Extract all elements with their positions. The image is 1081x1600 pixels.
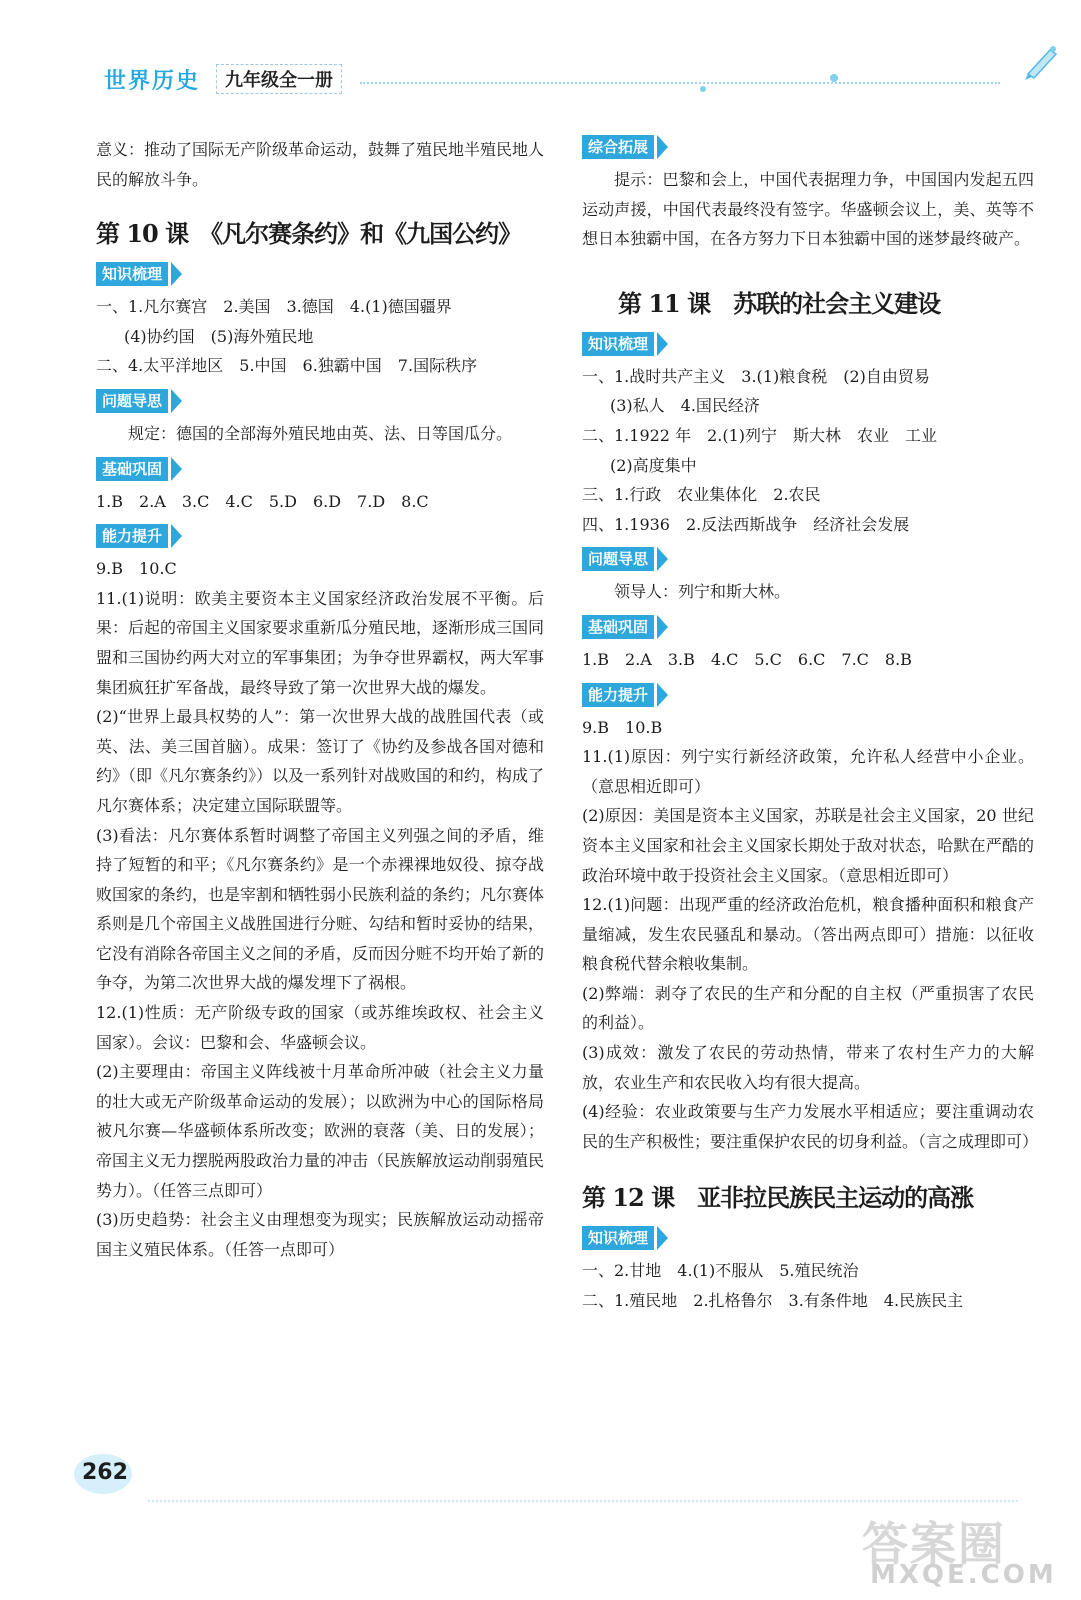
nengli-short-answers: 9.B 10.C: [96, 559, 177, 579]
watermark-url: MXQE.COM: [870, 1560, 1057, 1590]
footer-divider: [148, 1500, 1018, 1502]
zhishi-line: 四、1.1936 2.反法西斯战争 经济社会发展: [582, 514, 910, 534]
zhishi-line: (3)私人 4.国民经济: [610, 396, 760, 416]
q12-part3: (3)成效：激发了农民的劳动热情，带来了农村生产力的大解放，农业生产和农民收入均有很大提高。: [582, 1043, 1034, 1092]
section-tag-wenti: [582, 547, 668, 571]
tag-label: 知识梳理: [582, 332, 654, 356]
q12-part1: 12.(1)性质：无产阶级专政的国家（或苏维埃政权、社会主义国家）。会议：巴黎和会、华盛顿会议。: [96, 1003, 544, 1052]
tag-label: 知识梳理: [582, 1226, 654, 1250]
section-tag-zhishi: [96, 262, 182, 286]
q12-part2: (2)弊端：剥夺了农民的生产和分配的自主权（严重损害了农民的利益）。: [582, 983, 1034, 1033]
section-tag-nengli: [96, 524, 182, 548]
section-tag-zhishi: [582, 332, 668, 356]
zhishi-line: 三、1.行政 农业集体化 2.农民: [582, 485, 821, 505]
q12-part2: (2)主要理由：帝国主义阵线被十月革命所冲破（社会主义力量的壮大或无产阶级革命运动的发展）；以欧洲为中心的国际格局被凡尔赛—华盛顿体系所改变；欧洲的衰落（美、日的发展）；帝国主义无力摆脱两股政治力量的冲击（民族解放运动削弱殖民势力）。（任答三点即可）: [96, 1062, 545, 1200]
lesson-10-title: 第 10 课 《凡尔赛条约》和《九国公约》: [96, 219, 522, 249]
left-column: [96, 135, 544, 1264]
pen-icon: [1020, 40, 1060, 80]
l12-line: 一、2.甘地 4.(1)不服从 5.殖民统治: [582, 1261, 859, 1281]
l12-line: 二、1.殖民地 2.扎格鲁尔 3.有条件地 4.民族民主: [582, 1291, 964, 1311]
tag-label: 知识梳理: [96, 262, 168, 286]
lesson-12-title: 第 12 课 亚非拉民族民主运动的高涨: [582, 1183, 974, 1213]
q11-part1: 11.(1)说明：欧美主要资本主义国家经济政治发展不平衡。后果：后起的帝国主义国家要求重新瓜分殖民地，逐渐形成三国同盟和三国协约两大对立的军事集团；为争夺世界霸权，两大军事集团疯狂扩军备战，最终导致了第一次世界大战的爆发。: [96, 588, 545, 697]
tag-label: 综合拓展: [582, 135, 654, 159]
jichu-answers: 1.B 2.A 3.C 4.C 5.D 6.D 7.D 8.C: [96, 491, 429, 511]
zhishi-line: (4)协约国 (5)海外殖民地: [124, 326, 314, 346]
zhishi-line: 一、1.凡尔赛宫 2.美国 3.德国 4.(1)德国疆界: [96, 297, 452, 317]
lesson-11-title: 第 11 课 苏联的社会主义建设: [618, 288, 941, 318]
zhishi-line: 二、4.太平洋地区 5.中国 6.独霸中国 7.国际秩序: [96, 356, 478, 376]
q12-part3: (3)历史趋势：社会主义由理想变为现实；民族解放运动动摇帝国主义殖民体系。（任答一点即可）: [96, 1210, 544, 1259]
page-header: [0, 0, 1081, 110]
q11-part2: (2)原因：美国是资本主义国家，苏联是社会主义国家，20 世纪资本主义国家和社会主义国家长期处于敌对状态，哈默在严酷的政治环境中敢于投资社会主义国家。（意思相近即可）: [582, 806, 1034, 885]
section-tag-jichu: [96, 457, 182, 481]
header-divider: [360, 82, 1000, 84]
section-tag-zonghe: [582, 135, 668, 159]
zhishi-line: 一、1.战时共产主义 3.(1)粮食税 (2)自由贸易: [582, 366, 930, 386]
q12-part4: (4)经验：农业政策要与生产力发展水平相适应；要注重调动农民的生产积极性；要注重保护农民的切身利益。（言之成理即可）: [582, 1102, 1039, 1151]
q11-part3: (3)看法：凡尔赛体系暂时调整了帝国主义列强之间的矛盾，维持了短暂的和平；《凡尔赛条约》是一个赤裸裸地奴役、掠夺战败国家的条约，也是宰割和牺牲弱小民族利益的条约；凡尔赛体系则是几个帝国主义战胜国进行分赃、勾结和暂时妥协的结果，它没有消除各帝国主义之间的矛盾，反而因分赃不均开始了新的争夺，为第二次世界大战的爆发埋下了祸根。: [96, 825, 545, 993]
nengli-short-answers: 9.B 10.B: [582, 717, 663, 737]
watermark-logo: 答案圈: [862, 1517, 1006, 1571]
decor-dot: [830, 74, 838, 82]
decor-dot: [700, 86, 706, 92]
zhishi-line: 二、1.1922 年 2.(1)列宁 斯大林 农业 工业: [582, 425, 938, 445]
intro-paragraph: 意义：推动了国际无产阶级革命运动，鼓舞了殖民地半殖民地人民的解放斗争。: [96, 140, 545, 189]
section-tag-jichu: [582, 615, 668, 639]
grade-label: 九年级全一册: [216, 64, 342, 94]
page-number-badge: [64, 1452, 140, 1494]
section-tag-nengli: [582, 683, 668, 707]
tag-label: 问题导思: [96, 389, 168, 413]
jichu-answers: 1.B 2.A 3.B 4.C 5.C 6.C 7.C 8.B: [582, 649, 912, 669]
subject-title: 世界历史: [104, 69, 201, 94]
wenti-answer: 规定：德国的全部海外殖民地由英、法、日等国瓜分。: [128, 423, 513, 443]
section-tag-zhishi-12: [582, 1226, 668, 1250]
tag-label: 能力提升: [582, 683, 654, 707]
zhishi-line: (2)高度集中: [610, 455, 697, 475]
tag-label: 能力提升: [96, 524, 168, 548]
wenti-answer: 领导人：列宁和斯大林。: [614, 582, 791, 602]
right-column: [582, 135, 1039, 1316]
q11-part1: 11.(1)原因：列宁实行新经济政策，允许私人经营中小企业。（意思相近即可）: [582, 747, 1034, 796]
tag-label: 基础巩固: [582, 615, 654, 639]
page-number: 262: [82, 1460, 128, 1485]
q12-part1: 12.(1)问题：出现严重的经济政治危机，粮食播种面积和粮食产量缩减，发生农民骚乱和暴动。（答出两点即可）措施：以征收粮食税代替余粮收集制。: [582, 895, 1034, 974]
tag-label: 基础巩固: [96, 457, 168, 481]
q11-part2: (2)“世界上最具权势的人”：第一次世界大战的战胜国代表（或英、法、美三国首脑）。成果：签订了《协约及参战各国对德和约》（即《凡尔赛条约》）以及一系列针对战败国的和约，构成了凡尔赛体系；决定建立国际联盟等。: [96, 707, 545, 815]
tag-label: 问题导思: [582, 547, 654, 571]
section-tag-wenti: [96, 389, 182, 413]
zonghe-answer: 提示：巴黎和会上，中国代表据理力争，中国国内发起五四运动声援，中国代表最终没有签字。华盛顿会议上，美、英等不想日本独霸中国，在各方努力下日本独霸中国的迷梦最终破产。: [582, 170, 1034, 249]
